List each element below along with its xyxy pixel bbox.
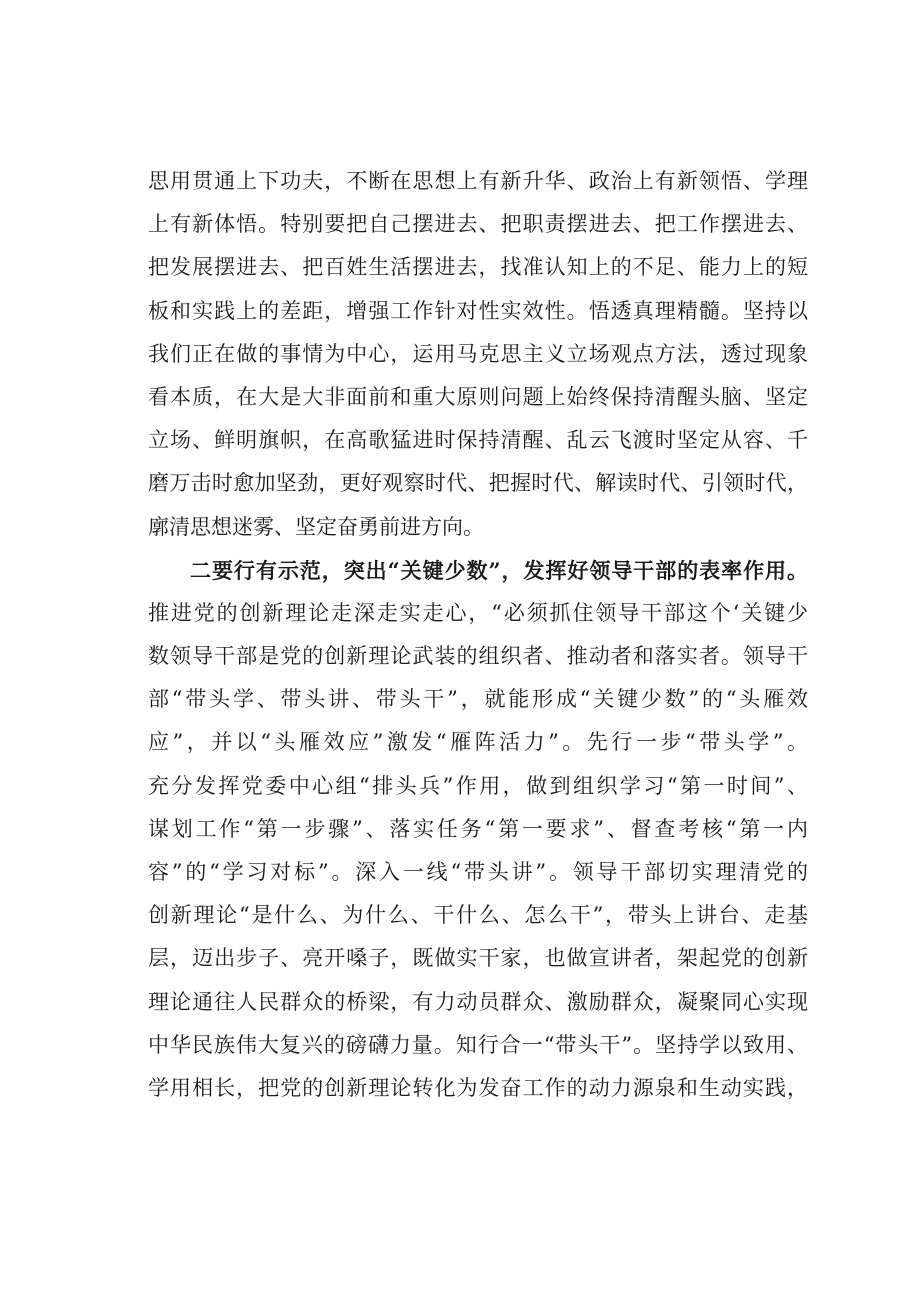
text-line: 板和实践上的差距，增强工作针对性实效性。悟透真理精髓。坚持以 — [148, 298, 808, 323]
text-line: 容”的“学习对标”。深入一线“带头讲”。领导干部切实理清党的 — [148, 860, 808, 884]
body-text — [148, 160, 808, 1110]
text-line: 谋划工作“第一步骤”、落实任务“第一要求”、督查考核“第一内 — [148, 816, 808, 841]
text-line: 学用相长，把党的创新理论转化为发奋工作的动力源泉和生动实践， — [148, 1075, 808, 1100]
text-line: 创新理论“是什么、为什么、干什么、怎么干”，带头上讲台、走基 — [148, 903, 808, 928]
text-line: 上有新体悟。特别要把自己摆进去、把职责摆进去、把工作摆进去、 — [148, 212, 808, 237]
text-line: 推进党的创新理论走深走实走心，“必须抓住领导干部这个‘关键少 — [148, 600, 808, 625]
text-line: 充分发挥党委中心组“排头兵”作用，做到组织学习“第一时间”、 — [148, 773, 808, 798]
text-line: 磨万击时愈加坚劲，更好观察时代、把握时代、解读时代、引领时代， — [148, 471, 808, 496]
text-line: 思用贯通上下功夫，不断在思想上有新升华、政治上有新领悟、学理 — [148, 169, 808, 193]
text-line: 部“带头学、带头讲、带头干”，就能形成“关键少数”的“头雁效 — [148, 687, 808, 712]
text-line: 应”，并以“头雁效应”激发“雁阵活力”。先行一步“带头学”。 — [148, 730, 808, 755]
text-line: 看本质，在大是大非面前和重大原则问题上始终保持清醒头脑、坚定 — [148, 384, 808, 409]
text-line: 廓清思想迷雾、坚定奋勇前进方向。 — [148, 514, 484, 539]
section-heading: 二要行有示范，突出“关键少数”，发挥好领导干部的表率作用。 — [190, 557, 808, 583]
text-line: 中华民族伟大复兴的磅礴力量。知行合一“带头干”。坚持学以致用、 — [148, 1032, 808, 1057]
text-line: 立场、鲜明旗帜，在高歌猛进时保持清醒、乱云飞渡时坚定从容、千 — [148, 428, 808, 453]
text-line: 数领导干部是党的创新理论武装的组织者、推动者和落实者。领导干 — [148, 644, 808, 669]
text-line: 把发展摆进去、把百姓生活摆进去，找准认知上的不足、能力上的短 — [148, 255, 808, 280]
text-line: 理论通往人民群众的桥梁，有力动员群众、激励群众，凝聚同心实现 — [148, 989, 808, 1014]
text-line: 我们正在做的事情为中心，运用马克思主义立场观点方法，透过现象 — [148, 341, 808, 366]
text-line: 层，迈出步子、亮开嗓子，既做实干家，也做宣讲者，架起党的创新 — [148, 946, 808, 971]
